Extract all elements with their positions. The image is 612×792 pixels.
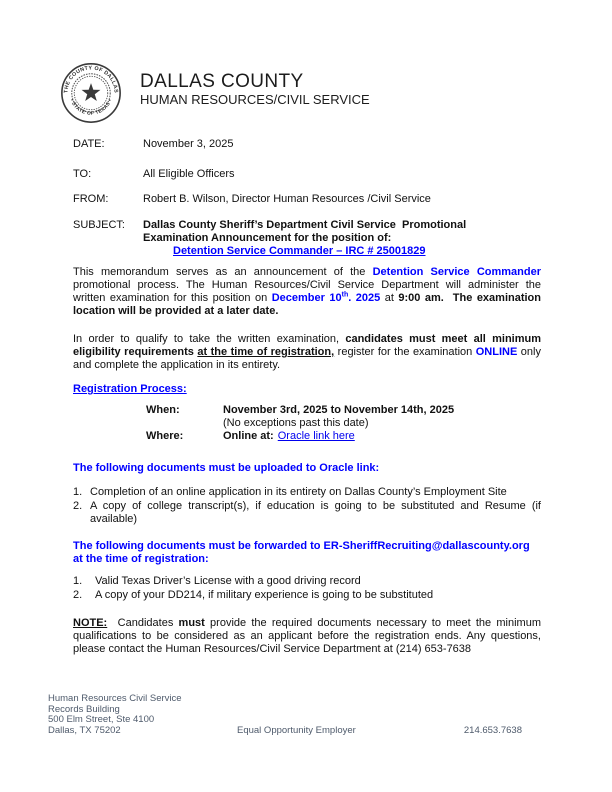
eligibility-text-1: In order to qualify to take the written examination, bbox=[73, 333, 346, 345]
eligibility-requirements-emphasis: candidates must meet all minimum eligibility requirements bbox=[73, 333, 541, 358]
list-item-text: A copy of your DD214, if military experience is going to be substituted bbox=[95, 589, 434, 601]
exam-date-year: . 2025 bbox=[348, 292, 381, 304]
announcement-text-3: at bbox=[380, 292, 399, 304]
exam-date-day: December 10 bbox=[271, 292, 342, 304]
memo-field-date bbox=[73, 138, 541, 151]
location-notice-emphasis: The examination location will be provided at a later date. bbox=[73, 292, 541, 317]
list-item-text: A copy of college transcript(s), if education is going to be substituted and Resume (if available) bbox=[90, 500, 541, 525]
note-paragraph bbox=[73, 617, 541, 656]
where-value bbox=[223, 430, 355, 443]
seal-top-text: THE COUNTY OF DALLAS bbox=[63, 65, 119, 94]
footer-phone: 214.653.7638 bbox=[463, 724, 522, 736]
oracle-link[interactable]: Oracle link here bbox=[277, 430, 355, 442]
list-item bbox=[73, 575, 541, 588]
announcement-text-2: promotional process. The Human Resources/Civil Service Department will administer the written examination for this position on bbox=[73, 279, 541, 304]
exam-date-emphasis bbox=[272, 292, 381, 304]
when-note-spacer bbox=[146, 417, 223, 430]
position-title-emphasis: Detention Service Commander bbox=[372, 266, 541, 278]
note-text-1: Candidates bbox=[107, 617, 179, 629]
page-footer bbox=[48, 694, 564, 736]
letterhead-titles bbox=[140, 71, 370, 107]
note-text-2: provide the required documents necessary to meet the minimum qualifications to be considered as an applicant before the registration ends. Any questions, please contact the Human Resources/Civil Service Department at (214) 653-7638 bbox=[73, 617, 541, 655]
subject-label: SUBJECT: bbox=[73, 219, 125, 231]
from-label: FROM: bbox=[73, 193, 109, 205]
when-note-row bbox=[146, 417, 541, 430]
list-item bbox=[73, 500, 541, 526]
list-item-number: 1. bbox=[73, 486, 83, 498]
seal-bottom-text: • STATE OF TEXAS • bbox=[68, 98, 114, 117]
date-value: November 3, 2025 bbox=[143, 138, 234, 150]
org-subtitle: HUMAN RESOURCES/CIVIL SERVICE bbox=[140, 92, 370, 107]
memo-field-subject bbox=[73, 219, 541, 258]
exam-time-emphasis: 9:00 am. bbox=[398, 292, 444, 304]
online-emphasis: ONLINE bbox=[475, 346, 518, 358]
to-value: All Eligible Officers bbox=[143, 168, 235, 180]
list-item-number: 2. bbox=[73, 589, 83, 601]
exam-date-ordinal: th bbox=[341, 291, 349, 299]
date-label: DATE: bbox=[73, 138, 105, 150]
when-label: When: bbox=[146, 404, 180, 416]
list-item bbox=[73, 486, 541, 499]
when-value: November 3rd, 2025 to November 14th, 2025 bbox=[223, 404, 455, 416]
registration-time-emphasis: at the time of registration, bbox=[197, 346, 335, 358]
to-label: TO: bbox=[73, 168, 92, 180]
list-item-number: 1. bbox=[73, 575, 83, 587]
memo-field-from bbox=[73, 193, 541, 206]
where-label: Where: bbox=[146, 430, 184, 442]
seal-star-icon bbox=[82, 83, 101, 101]
when-where-block bbox=[146, 404, 541, 443]
forward-docs-heading: The following documents must be forwarded to ER-SheriffRecruiting@dallascounty.org at the time of registration: bbox=[73, 540, 530, 565]
registration-process-heading bbox=[73, 383, 541, 396]
where-prefix: Online at: bbox=[223, 430, 274, 442]
eligibility-paragraph bbox=[73, 333, 541, 372]
memo-body bbox=[73, 138, 541, 656]
equal-opportunity-text: Equal Opportunity Employer bbox=[237, 724, 356, 736]
note-must-emphasis: must bbox=[178, 617, 205, 629]
subject-line-1: Dallas County Sheriff’s Department Civil Service Promotional bbox=[143, 219, 467, 231]
svg-text:• STATE OF TEXAS • bbox=[68, 99, 113, 117]
memo-field-to bbox=[73, 168, 541, 181]
where-row bbox=[146, 430, 541, 443]
list-item-number: 2. bbox=[73, 500, 83, 512]
subject-value bbox=[143, 219, 466, 258]
when-note: (No exceptions past this date) bbox=[223, 417, 369, 429]
list-item-text: Completion of an online application in its entirety on Dallas County’s Employment Site bbox=[90, 486, 507, 498]
announcement-paragraph bbox=[73, 266, 541, 318]
dallas-county-seal-icon bbox=[60, 62, 122, 124]
footer-address-line: Human Resources Civil Service bbox=[48, 693, 182, 704]
when-row bbox=[146, 404, 541, 417]
note-label: NOTE: bbox=[73, 617, 108, 629]
forward-docs-list bbox=[73, 575, 541, 602]
subject-line-2: Examination Announcement for the position of: bbox=[143, 232, 392, 244]
announcement-text-1: This memorandum serves as an announcement of the bbox=[73, 266, 373, 278]
footer-address-line: 500 Elm Street, Ste 4100 bbox=[48, 714, 155, 725]
list-item-text: Valid Texas Driver’s License with a good driving record bbox=[95, 575, 361, 587]
upload-docs-list bbox=[73, 486, 541, 526]
from-value: Robert B. Wilson, Director Human Resources /Civil Service bbox=[143, 193, 431, 205]
registration-process-heading-text: Registration Process: bbox=[73, 383, 187, 395]
subject-position-title: Detention Service Commander – IRC # 25001829 bbox=[173, 245, 426, 257]
eligibility-text-2: register for the examination bbox=[334, 346, 476, 358]
upload-docs-heading: The following documents must be uploaded to Oracle link: bbox=[73, 462, 380, 474]
footer-address-line: Dallas, TX 75202 bbox=[48, 724, 121, 736]
org-title: DALLAS COUNTY bbox=[140, 71, 304, 92]
list-item bbox=[73, 589, 541, 602]
eligibility-text-3: only and complete the application in its entirety. bbox=[73, 346, 541, 371]
document-header bbox=[60, 62, 612, 124]
footer-address-line: Records Building bbox=[48, 703, 120, 715]
